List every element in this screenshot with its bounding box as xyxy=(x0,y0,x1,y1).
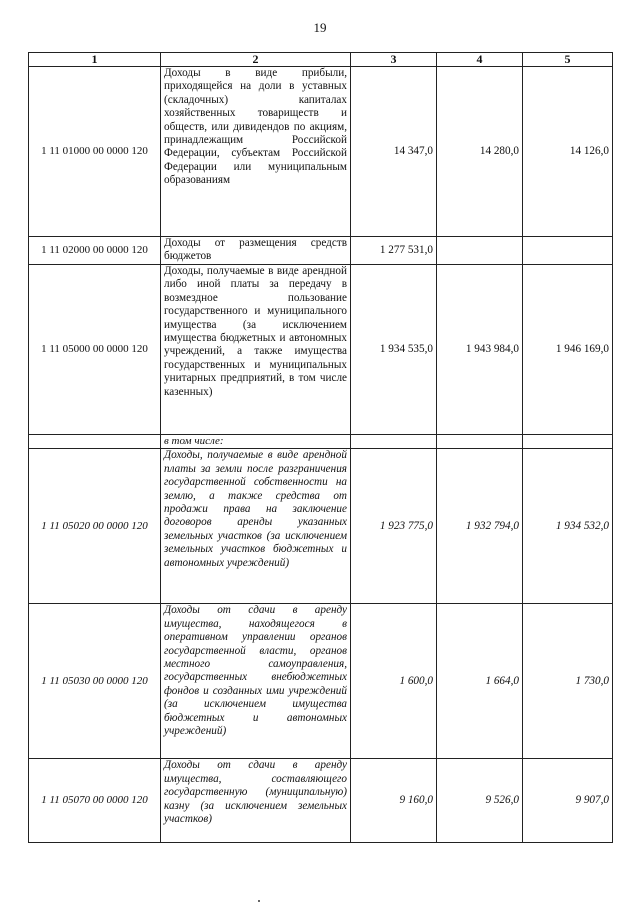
revenue-description-cell: Доходы от сдачи в аренду имущества, составляющего государственную (муниципальную) казну (за исключением земельных участков) xyxy=(161,759,351,843)
budget-revenue-table xyxy=(28,52,613,843)
revenue-code-cell xyxy=(29,435,161,449)
table-row xyxy=(29,604,613,759)
revenue-description-cell: Доходы от размещения средств бюджетов xyxy=(161,237,351,265)
amount-col5-cell xyxy=(523,237,613,265)
amount-col3-cell: 1 600,0 xyxy=(351,604,437,759)
amount-col5-cell: 1 934 532,0 xyxy=(523,449,613,604)
revenue-description-cell: Доходы, получаемые в виде арендной либо иной платы за передачу в возмездное пользование государственного и муниципального имущества (за исключением имущества бюджетных и автономных учреждений, а также имущества государственных и муниципальных унитарных предприятий, в том числе казенных) xyxy=(161,265,351,435)
amount-col3-cell: 14 347,0 xyxy=(351,67,437,237)
amount-col4-cell: 1 932 794,0 xyxy=(437,449,523,604)
amount-col3-cell: 9 160,0 xyxy=(351,759,437,843)
revenue-code-cell: 1 11 01000 00 0000 120 xyxy=(29,67,161,237)
revenue-description-cell: Доходы от сдачи в аренду имущества, находящегося в оперативном управлении органов государственной власти, органов местного самоуправления, государственных внебюджетных фондов и созданных ими учреждений (за исключением имущества бюджетных и автономных учреждений) xyxy=(161,604,351,759)
amount-col5-cell: 14 126,0 xyxy=(523,67,613,237)
column-header-1: 1 xyxy=(29,53,161,67)
table-row xyxy=(29,237,613,265)
amount-col4-cell: 1 664,0 xyxy=(437,604,523,759)
revenue-code-cell: 1 11 05020 00 0000 120 xyxy=(29,449,161,604)
amount-col3-cell: 1 277 531,0 xyxy=(351,237,437,265)
amount-col5-cell xyxy=(523,435,613,449)
column-header-2: 2 xyxy=(161,53,351,67)
table-row xyxy=(29,759,613,843)
page-number: 19 xyxy=(313,20,327,35)
table-subheading-row xyxy=(29,435,613,449)
revenue-code-cell: 1 11 05030 00 0000 120 xyxy=(29,604,161,759)
scan-speck xyxy=(258,900,260,902)
table-row xyxy=(29,67,613,237)
amount-col3-cell: 1 923 775,0 xyxy=(351,449,437,604)
amount-col4-cell: 9 526,0 xyxy=(437,759,523,843)
column-header-5: 5 xyxy=(523,53,613,67)
revenue-description-cell: Доходы в виде прибыли, приходящейся на доли в уставных (складочных) капиталах хозяйственных товариществ и обществ, или дивидендов по акциям, принадлежащим Российской Федерации, субъектам Российской Федерации или муниципальным образованиям xyxy=(161,67,351,237)
amount-col5-cell: 1 730,0 xyxy=(523,604,613,759)
column-header-3: 3 xyxy=(351,53,437,67)
column-header-4: 4 xyxy=(437,53,523,67)
table-header-row xyxy=(29,53,613,67)
amount-col5-cell: 9 907,0 xyxy=(523,759,613,843)
table-row xyxy=(29,265,613,435)
revenue-code-cell: 1 11 05000 00 0000 120 xyxy=(29,265,161,435)
amount-col3-cell: 1 934 535,0 xyxy=(351,265,437,435)
revenue-code-cell: 1 11 05070 00 0000 120 xyxy=(29,759,161,843)
amount-col3-cell xyxy=(351,435,437,449)
revenue-description-cell: Доходы, получаемые в виде арендной платы за земли после разграничения государственной собственности на землю, а также средства от продажи права на заключение договоров аренды указанных земельных участков (за исключением земельных участков бюджетных и автономных учреждений) xyxy=(161,449,351,604)
revenue-code-cell: 1 11 02000 00 0000 120 xyxy=(29,237,161,265)
subheading-label: в том числе: xyxy=(161,435,351,449)
amount-col4-cell: 1 943 984,0 xyxy=(437,265,523,435)
amount-col4-cell xyxy=(437,435,523,449)
amount-col5-cell: 1 946 169,0 xyxy=(523,265,613,435)
amount-col4-cell: 14 280,0 xyxy=(437,67,523,237)
amount-col4-cell xyxy=(437,237,523,265)
table-row xyxy=(29,449,613,604)
